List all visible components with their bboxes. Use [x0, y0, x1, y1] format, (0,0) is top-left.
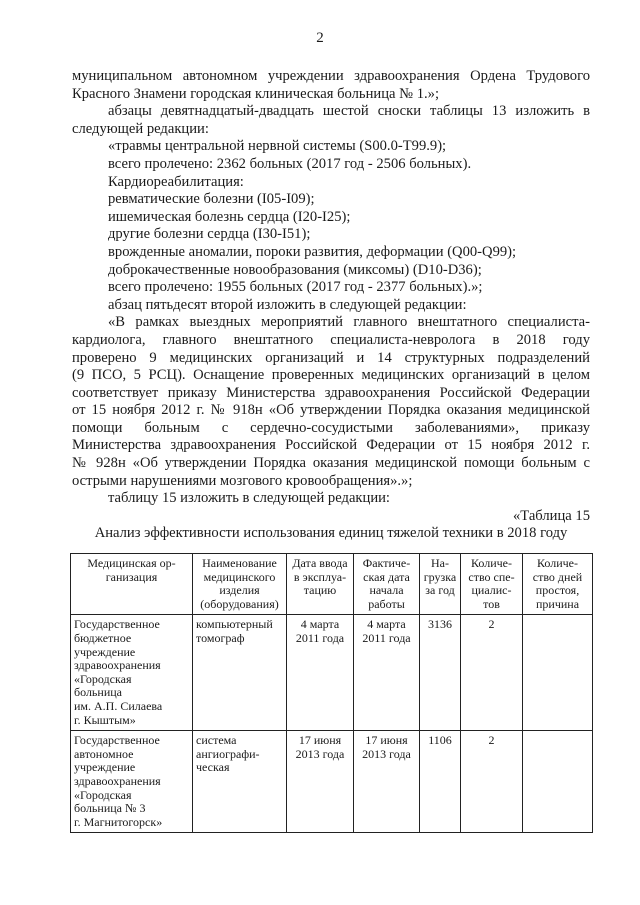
- column-header: Количе- ство спе- циалис- тов: [461, 554, 523, 615]
- table-cell: Государственное автономное учреждение здравоохранения «Городская больница № 3 г. Магнитогорск»: [71, 731, 193, 833]
- table-cell: Государственное бюджетное учреждение здравоохранения «Городская больница им. А.П. Силаева г. Кыштым»: [71, 615, 193, 731]
- column-header: Наименование медицинского изделия (оборудования): [193, 554, 287, 615]
- paragraph-line: Красного Знамени городская клиническая больница № 1.»;: [72, 85, 440, 102]
- table-row: [71, 731, 593, 833]
- paragraph-line: острыми нарушениями мозгового кровообращения».»;: [72, 472, 413, 489]
- paragraph-line: помощи больным с сердечно-сосудистыми заболеваниями», приказу: [72, 419, 590, 436]
- page-number: 2: [316, 30, 324, 46]
- column-header: Фактиче- ская дата начала работы: [354, 554, 420, 615]
- paragraph-line: другие болезни сердца (I30-I51);: [108, 226, 311, 243]
- heavy-equipment-table: [70, 553, 593, 833]
- column-header: Медицинская ор- ганизация: [71, 554, 193, 615]
- paragraph-line: таблицу 15 изложить в следующей редакции:: [108, 490, 390, 507]
- paragraph-line: муниципальном автономном учреждении здравоохранения Ордена Трудового: [72, 68, 590, 84]
- paragraph-line: ревматические болезни (I05-I09);: [108, 191, 315, 208]
- paragraph-line: всего пролечено: 1955 больных (2017 год - 2377 больных).»;: [108, 279, 483, 296]
- paragraph-line: соответствует приказу Министерства здравоохранения Российской Федерации: [72, 384, 590, 401]
- body-text: [72, 68, 590, 543]
- table-cell: 4 марта 2011 года: [354, 615, 420, 731]
- paragraph-line: всего пролечено: 2362 больных (2017 год - 2506 больных).: [108, 155, 472, 172]
- table-cell: 2: [461, 615, 523, 731]
- paragraph-line: следующей редакции:: [72, 120, 209, 137]
- table-body: [71, 615, 593, 833]
- table-cell: компьютерный томограф: [193, 615, 287, 731]
- table-label: «Таблица 15: [512, 507, 590, 524]
- table-header-row: [71, 554, 593, 615]
- paragraph-line: Кардиореабилитация:: [108, 173, 244, 190]
- table-row: [71, 615, 593, 731]
- paragraph-line: проверено 9 медицинских организаций и 14 структурных подразделений: [72, 349, 590, 366]
- table-cell: [523, 731, 593, 833]
- table-cell: 2: [461, 731, 523, 833]
- paragraph-line: № 928н «Об утверждении Порядка оказания медицинской помощи больным с: [72, 455, 590, 472]
- column-header: Количе- ство дней простоя, причина: [523, 554, 593, 615]
- paragraph-line: (9 ПСО, 5 РСЦ). Оснащение проверенных медицинских организаций в целом: [72, 367, 590, 384]
- paragraph-line: Министерства здравоохранения Российской Федерации от 15 ноября 2012 г.: [72, 437, 590, 454]
- paragraph-line: доброкачественные новообразования (миксомы) (D10-D36);: [108, 261, 482, 278]
- paragraph-line: «В рамках выездных мероприятий главного внештатного специалиста-: [108, 314, 590, 331]
- paragraph-line: врожденные аномалии, пороки развития, деформации (Q00-Q99);: [108, 243, 517, 260]
- column-header: На- грузка за год: [420, 554, 461, 615]
- table-cell: [523, 615, 593, 731]
- paragraph-line: «травмы центральной нервной системы (S00.0-T99.9);: [108, 138, 447, 155]
- table-cell: 3136: [420, 615, 461, 731]
- paragraph-line: кардиолога, главного внештатного специалиста-невролога в 2018 году: [72, 331, 590, 348]
- paragraph-line: от 15 ноября 2012 г. № 918н «Об утверждении Порядка оказания медицинской: [72, 402, 590, 419]
- paragraph-line: ишемическая болезнь сердца (I20-I25);: [108, 208, 351, 225]
- paragraph-line: абзацы девятнадцатый-двадцать шестой сноски таблицы 13 изложить в: [108, 103, 590, 120]
- table-cell: 1106: [420, 731, 461, 833]
- table-cell: 17 июня 2013 года: [287, 731, 354, 833]
- column-header: Дата ввода в эксплуа- тацию: [287, 554, 354, 615]
- paragraph-line: абзац пятьдесят второй изложить в следующей редакции:: [108, 296, 467, 313]
- table-cell: система ангиографи- ческая: [193, 731, 287, 833]
- table-title: Анализ эффективности использования единиц тяжелой техники в 2018 году: [94, 525, 568, 542]
- table-cell: 17 июня 2013 года: [354, 731, 420, 833]
- table-cell: 4 марта 2011 года: [287, 615, 354, 731]
